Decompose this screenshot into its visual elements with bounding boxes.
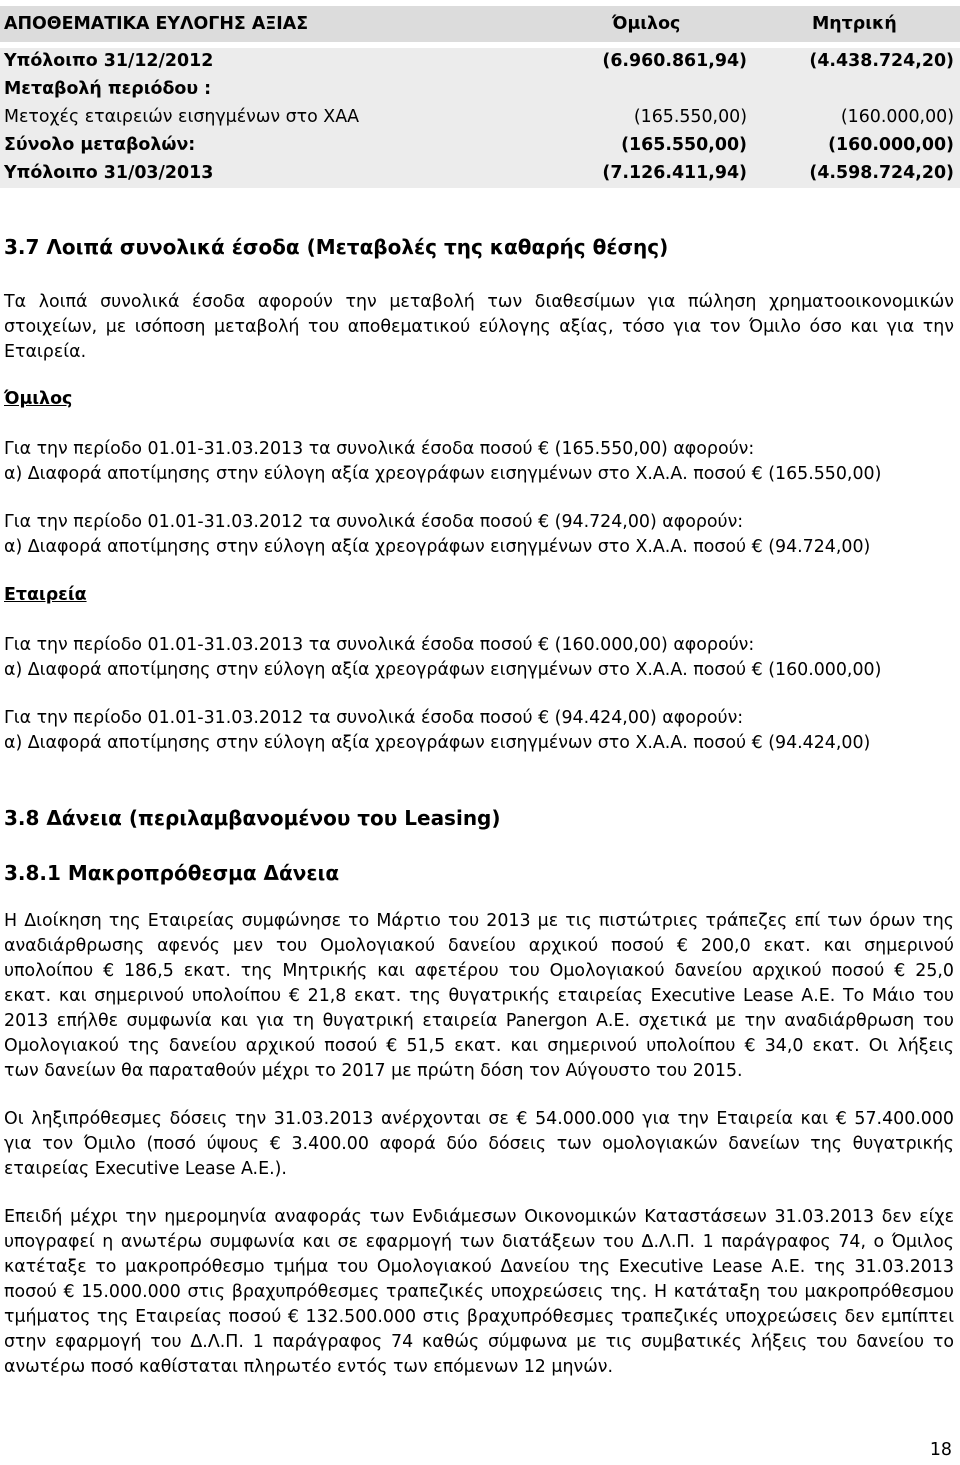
company-line: α) Διαφορά αποτίμησης στην εύλογη αξία χρεογράφων εισηγμένων στο Χ.Α.Α. ποσού € (94.424,00) — [4, 733, 871, 753]
section-3-8-1-title: 3.8.1 Μακροπρόθεσμα Δάνεια — [4, 861, 340, 885]
company-line: Για την περίοδο 01.01-31.03.2013 τα συνολικά έσοδα ποσού € (160.000,00) αφορούν: — [4, 635, 755, 655]
paragraph-line: των δανείων θα παραταθούν μέχρι το 2017 με πρώτη δόση τον Αύγουστο του 2015. — [4, 1061, 743, 1081]
paragraph-line: Επειδή μέχρι την ημερομηνία αναφοράς των Ενδιάμεσων Οικονομικών Καταστάσεων 31.03.2013 δεν είχε — [4, 1207, 954, 1227]
table-cell: (7.126.411,94) — [602, 163, 747, 183]
company-line: α) Διαφορά αποτίμησης στην εύλογη αξία χρεογράφων εισηγμένων στο Χ.Α.Α. ποσού € (160.000,00) — [4, 660, 882, 680]
paragraph-line: υπολοίπου € 186,5 εκατ. της Μητρικής και αφετέρου του Ομολογιακού δανείου αρχικού ποσού € 25,0 — [4, 961, 954, 981]
paragraph-line: 2013 επήλθε συμφωνία και για τη θυγατρική εταιρεία Panergon Α.Ε. σχετικά με την αναδιάρθρωση του — [4, 1011, 954, 1031]
paragraph-line: για τον Όμιλο (ποσό ύψους € 3.400.00 αφορά δύο δόσεις των ομολογιακών δανείων της θυγατρικής — [4, 1134, 954, 1154]
section-3-7-paragraph-line: στοιχείων, με ισόποση μεταβολή του αποθεματικού εύλογης αξίας, τόσο για τον Όμιλο όσο και για την — [4, 317, 954, 337]
table-cell: Σύνολο μεταβολών: — [4, 135, 196, 155]
table-cell: (6.960.861,94) — [602, 51, 747, 71]
table-cell: Υπόλοιπο 31/12/2012 — [4, 51, 214, 71]
table-row — [0, 160, 960, 188]
paragraph-line: εταιρείας Executive Lease A.E.). — [4, 1159, 287, 1179]
table-row — [0, 104, 960, 132]
group-line: Για την περίοδο 01.01-31.03.2013 τα συνολικά έσοδα ποσού € (165.550,00) αφορούν: — [4, 439, 755, 459]
table-cell: (4.598.724,20) — [809, 163, 954, 183]
paragraph-line: εκατ. και σημερινού υπολοίπου € 21,8 εκατ. της θυγατρικής εταιρείας Executive Lease Α.Ε. Το Μάιο του — [4, 986, 954, 1006]
table-header-cell: ΑΠΟΘΕΜΑΤΙΚΑ ΕΥΛΟΓΗΣ ΑΞΙΑΣ — [4, 14, 309, 34]
table-header — [0, 6, 960, 42]
group-line: Για την περίοδο 01.01-31.03.2012 τα συνολικά έσοδα ποσού € (94.724,00) αφορούν: — [4, 512, 744, 532]
section-3-7-paragraph-line: Εταιρεία. — [4, 342, 87, 362]
section-3-7-title: 3.7 Λοιπά συνολικά έσοδα (Μεταβολές της καθαρής θέσης) — [4, 235, 669, 259]
paragraph-line: κατέταξε το μακροπρόθεσμο τμήμα του Ομολογιακού Δανείου της Executive Lease Α.Ε. της 31.03.2013 — [4, 1257, 954, 1277]
section-3-7-paragraph-line: Τα λοιπά συνολικά έσοδα αφορούν την μεταβολή των διαθεσίμων για πώληση χρηματοοικονομικών — [4, 292, 954, 312]
table-cell: (160.000,00) — [840, 107, 954, 127]
group-line: α) Διαφορά αποτίμησης στην εύλογη αξία χρεογράφων εισηγμένων στο Χ.Α.Α. ποσού € (165.550,00) — [4, 464, 882, 484]
paragraph-line: στην εφαρμογή του Δ.Λ.Π. 1 παράγραφος 74 καθώς σύμφωνα με τις συμβατικές λήξεις του δανείου το — [4, 1332, 954, 1352]
table-header-cell: Όμιλος — [612, 14, 681, 34]
table-row — [0, 48, 960, 76]
table-header-cell: Μητρική — [812, 14, 897, 34]
paragraph-line: Η Διοίκηση της Εταιρείας συμφώνησε το Μάρτιο του 2013 με τις πιστώτριες τράπεζες επί των όρων της — [4, 911, 954, 931]
paragraph-line: Ομολογιακού της δανείου αρχικού ποσού € 51,5 εκατ. και σημερινού υπολοίπου € 34,0 εκατ. Οι λήξεις — [4, 1036, 954, 1056]
paragraph-line: ποσού € 15.000.000 στις βραχυπρόθεσμες τραπεζικές υποχρεώσεις της. Η κατάταξη του μακροπρόθεσμου — [4, 1282, 954, 1302]
paragraph-line: ανωτέρω ποσό καθίσταται πληρωτέο εντός των επόμενων 12 μηνών. — [4, 1357, 613, 1377]
table-cell: (165.550,00) — [633, 107, 747, 127]
table-cell: Υπόλοιπο 31/03/2013 — [4, 163, 214, 183]
table-cell: Μετοχές εταιρειών εισηγμένων στο ΧΑΑ — [4, 107, 360, 127]
paragraph-line: Οι ληξιπρόθεσμες δόσεις την 31.03.2013 ανέρχονται σε € 54.000.000 για την Εταιρεία και € 57.400.000 — [4, 1109, 954, 1129]
table-row — [0, 76, 960, 104]
section-3-8-title: 3.8 Δάνεια (περιλαμβανομένου του Leasing) — [4, 806, 501, 830]
table-cell: (165.550,00) — [621, 135, 747, 155]
table-cell: Μεταβολή περιόδου : — [4, 79, 212, 99]
page-number: 18 — [929, 1440, 952, 1460]
table-cell: (160.000,00) — [828, 135, 954, 155]
paragraph-line: αναδιάρθρωσης αφενός μεν του Ομολογιακού δανείου αρχικού ποσού € 200,0 εκατ. και σημερινού — [4, 936, 954, 956]
company-line: Για την περίοδο 01.01-31.03.2012 τα συνολικά έσοδα ποσού € (94.424,00) αφορούν: — [4, 708, 744, 728]
table-row — [0, 132, 960, 160]
paragraph-line: τμήματος της Εταιρείας ποσού € 132.500.000 στις βραχυπρόθεσμες τραπεζικές υποχρεώσεις δεν εμπίπτει — [4, 1307, 954, 1327]
company-heading: Εταιρεία — [4, 585, 87, 605]
paragraph-line: υπογραφεί η ανωτέρω συμφωνία και σε εφαρμογή των διατάξεων του Δ.Λ.Π. 1 παράγραφος 74, ο Όμιλος — [4, 1232, 954, 1252]
table-cell: (4.438.724,20) — [809, 51, 954, 71]
group-heading: Όμιλος — [4, 389, 73, 409]
group-line: α) Διαφορά αποτίμησης στην εύλογη αξία χρεογράφων εισηγμένων στο Χ.Α.Α. ποσού € (94.724,00) — [4, 537, 871, 557]
